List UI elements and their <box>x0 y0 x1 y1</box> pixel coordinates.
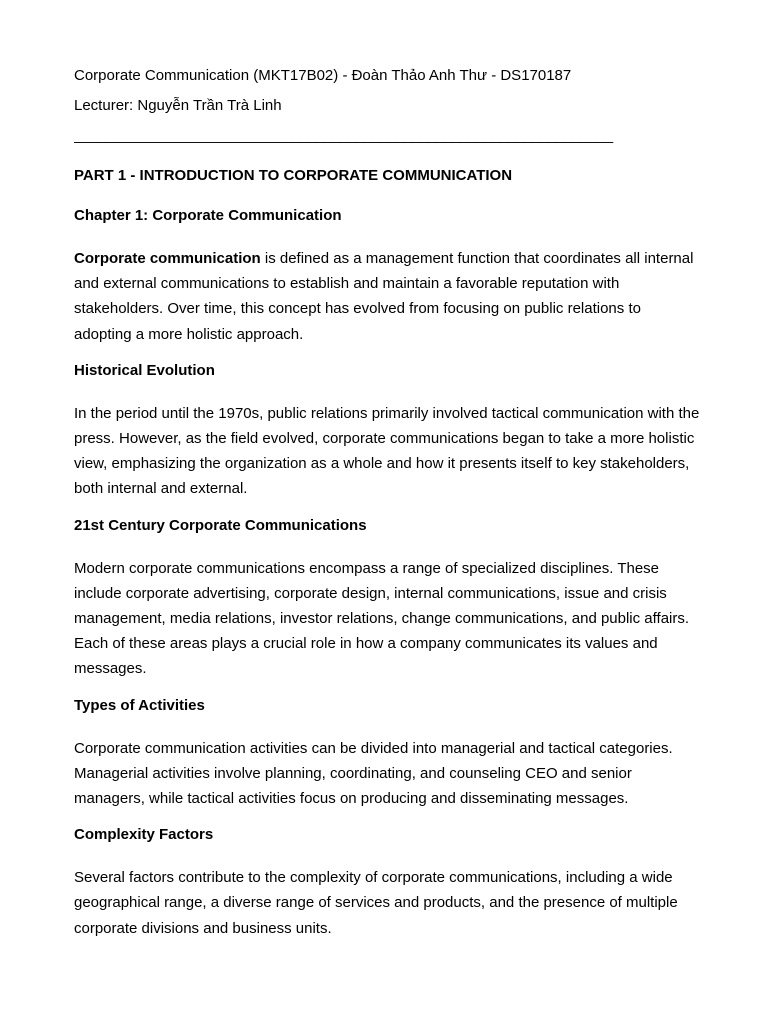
document-page <box>74 66 700 955</box>
chapter-title: Chapter 1: Corporate Communication <box>74 207 342 224</box>
section-heading-complexity-factors: Complexity Factors <box>74 826 214 844</box>
section-body-types-of-activities: Corporate communication activities can be divided into managerial and tactical categories. Managerial activities involve planning, coordinating, and counseling CEO and senior managers, while tactical activities focus on producing and disseminating messages. <box>74 739 673 808</box>
section-heading-types-of-activities: Types of Activities <box>74 696 205 714</box>
section-body-historical-evolution: In the period until the 1970s, public relations primarily involved tactical communication with the press. However, as the field evolved, corporate communications began to take a more holistic view, emphasizing the organization as a whole and how it presents itself to key stakeholders, both internal and external. <box>74 404 700 498</box>
section-body-21st-century: Modern corporate communications encompass a range of specialized disciplines. These include corporate advertising, corporate design, internal communications, issue and crisis management, media relations, investor relations, change communications, and public affairs. Each of these areas plays a crucial role in how a company communicates its values and messages. <box>74 559 690 678</box>
section-heading-21st-century: 21st Century Corporate Communications <box>74 516 367 534</box>
intro-term: Corporate communication <box>74 250 261 267</box>
intro-text: is defined as a management function that coordinates all internal and external communications to establish and maintain a favorable reputation with stakeholders. Over time, this concept has evolved from focusing on public relations to adopting a more holistic approach. <box>74 250 694 343</box>
lecturer-line: Lecturer: Nguyễn Trần Trà Linh <box>74 97 282 114</box>
section-body-complexity-factors: Several factors contribute to the complexity of corporate communications, including a wide geographical range, a diverse range of services and products, and the presence of multiple corporate divisions and business units. <box>74 869 678 937</box>
part-title: PART 1 - INTRODUCTION TO CORPORATE COMMUNICATION <box>74 167 513 184</box>
section-heading-historical-evolution: Historical Evolution <box>74 361 215 379</box>
intro-paragraph <box>74 246 700 347</box>
course-line: Corporate Communication (MKT17B02) - Đoàn Thảo Anh Thư - DS170187 <box>74 67 572 84</box>
divider-rule: ___________________________________________________________________ <box>74 127 613 144</box>
